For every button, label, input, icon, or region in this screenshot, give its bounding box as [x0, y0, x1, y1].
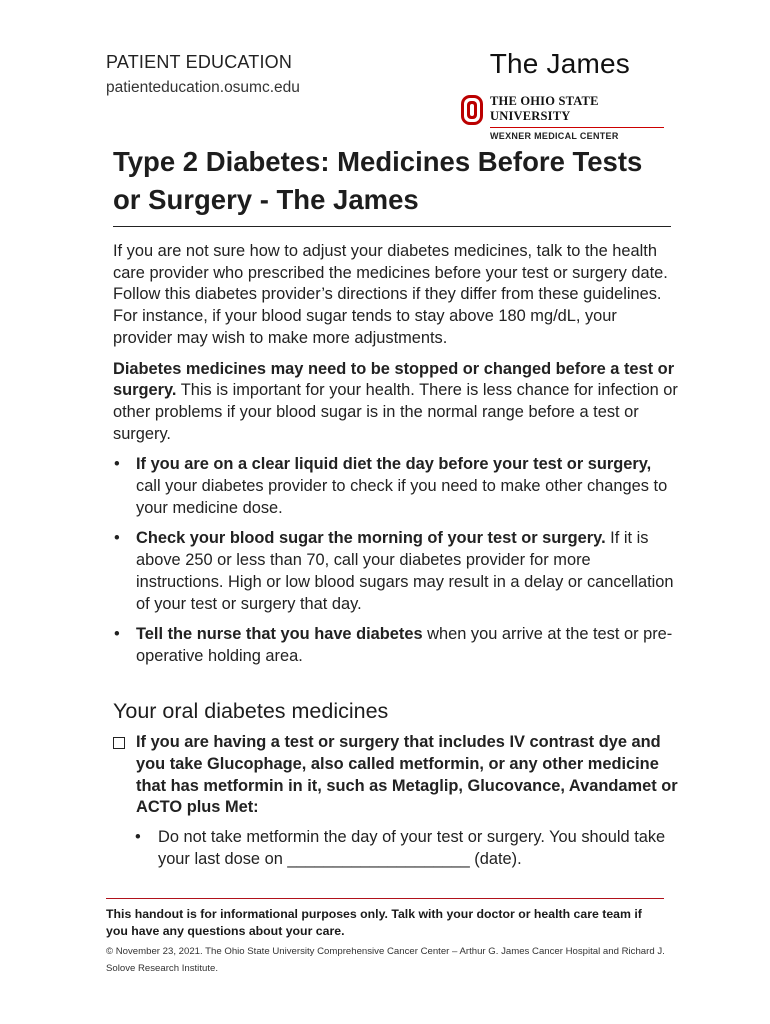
sub-list [113, 827, 678, 870]
list-item-text: If it is above 250 or less than 70, call your diabetes provider for more instructions. High or low blood sugars may result in a delay or cancellation of your test or surgery that day. [136, 529, 674, 613]
list-item-bold: Tell the nurse that you have diabetes [136, 625, 423, 644]
section-label: PATIENT EDUCATION [106, 52, 293, 72]
section-heading: Your oral diabetes medicines [113, 698, 389, 723]
list-item-text: call your diabetes provider to check if you need to make other changes to your medicine dose. [136, 477, 668, 517]
checkbox-item [113, 732, 678, 819]
list-item [113, 624, 678, 667]
list-item-bold: Check your blood sugar the morning of your test or surgery. [136, 529, 606, 548]
checkbox-label: If you are having a test or surgery that includes IV contrast dye and you take Glucophage, also called metformin, or any other medicine that has metformin in it, such as Metaglip, Glucovance, Avandamet or ACTO plus Met: [136, 733, 678, 817]
list-item [113, 528, 678, 615]
brand-name: The James [489, 48, 630, 79]
osu-logo [460, 94, 664, 141]
footer-divider [106, 898, 664, 899]
footer-disclaimer: This handout is for informational purposes only. Talk with your doctor or health care team if you have any questions about your care. [106, 907, 642, 938]
intro-paragraph: If you are not sure how to adjust your diabetes medicines, talk to the health care provider who prescribed the medicines before your test or surgery date. Follow this diabetes provider’s directions if they differ from these guidelines. For instance, if your blood sugar tends to stay above 180 mg/dL, your provider may wish to make more adjustments. [113, 242, 668, 347]
bullet-icon: • [114, 455, 120, 474]
important-paragraph [113, 359, 678, 446]
guideline-list [113, 454, 678, 667]
website-url: patienteducation.osumc.edu [106, 79, 300, 96]
bullet-icon: • [114, 625, 120, 644]
important-bold-text: Diabetes medicines may need to be stopped or changed before a test or surgery. [113, 359, 675, 400]
checkbox[interactable] [113, 737, 125, 749]
university-name: THE OHIO STATE UNIVERSITY [490, 94, 664, 128]
sub-list-item-text: Do not take metformin the day of your test or surgery. You should take your last dose on ____________________ (date). [158, 828, 666, 868]
header-left [106, 52, 300, 97]
medical-center-name: WEXNER MEDICAL CENTER [490, 131, 619, 141]
block-o-icon [460, 94, 484, 126]
title-divider [113, 226, 671, 227]
list-item [113, 454, 678, 519]
important-text: This is important for your health. There is less chance for infection or other problems if your blood sugar is in the normal range before a test or surgery. [113, 381, 678, 443]
bullet-icon: • [135, 828, 141, 847]
page-title: Type 2 Diabetes: Medicines Before Tests or Surgery - The James [113, 146, 643, 215]
header-right [460, 48, 670, 141]
sub-list-item [113, 827, 678, 870]
list-item-text: when you arrive at the test or pre-operative holding area. [136, 625, 673, 665]
osu-wordmark [490, 94, 664, 141]
main-content [113, 241, 678, 871]
list-item-bold: If you are on a clear liquid diet the day before your test or surgery, [136, 455, 652, 474]
bullet-icon: • [114, 529, 120, 548]
footer-copyright: © November 23, 2021. The Ohio State University Comprehensive Cancer Center – Arthur G. James Cancer Hospital and Richard J. Solove Research Institute. [106, 946, 665, 974]
